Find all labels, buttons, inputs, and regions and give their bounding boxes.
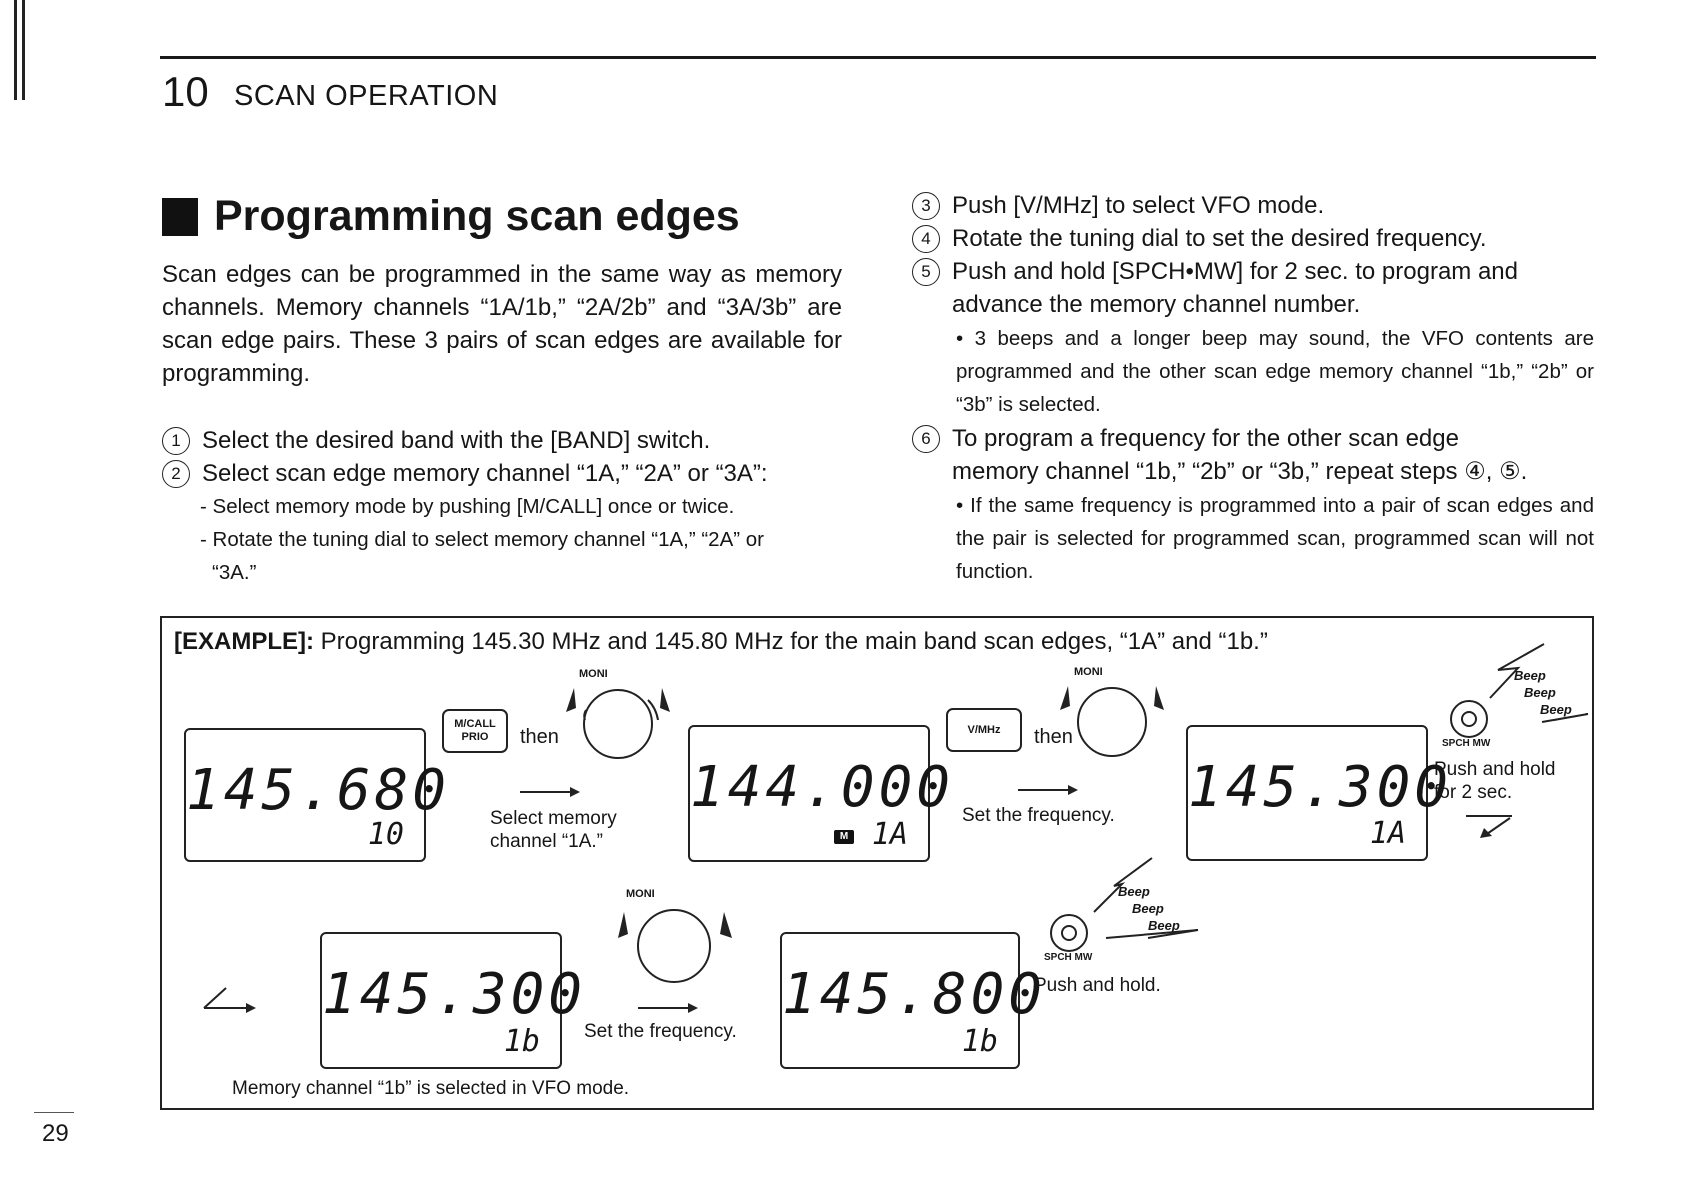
example-label: [EXAMPLE]: [174,628,314,655]
beep-text: Beep [1132,901,1164,916]
key-label: PRIO [461,731,489,743]
memory-mode-icon: M [834,830,854,844]
step-text: Push and hold [SPCH•MW] for 2 sec. to program and [952,258,1518,285]
step-number: 3 [912,192,940,220]
step-4 [912,222,1487,255]
moni-label: MONI [579,668,608,680]
mcall-prio-key[interactable] [442,709,508,753]
step-text: To program a frequency for the other scan edge [952,425,1459,452]
lcd-frequency: 145.680 [186,758,451,823]
lcd-display-1 [184,728,451,862]
chapter-number: 10 [162,68,209,115]
arrow-return-icon [200,986,256,1016]
lcd-frequency: 145.300 [322,962,587,1027]
example-description: Programming 145.30 MHz and 145.80 MHz for the main band scan edges, “1A” and “1b.” [320,628,1268,655]
then-label: then [520,726,559,748]
step-2-sub-1: - Select memory mode by pushing [M/CALL] once or twice. [200,495,735,518]
arrow-down-left-icon [1466,812,1516,840]
step-1 [162,424,710,457]
lcd-display-3 [1186,725,1453,861]
step-2-sub-2b: “3A.” [212,561,257,584]
lcd-display-5 [780,932,1047,1069]
step-5 [912,255,1518,288]
moni-label: MONI [1074,666,1103,678]
section-title-text: Programming scan edges [214,192,740,240]
caption-push-hold-2s: Push and hold for 2 sec. [1434,759,1556,803]
section-square-icon [162,198,198,236]
step-text: Select the desired band with the [BAND] switch. [202,427,711,454]
caption-vfo-mode: Memory channel “1b” is selected in VFO mode. [232,1078,630,1099]
step-5-bullet: • 3 beeps and a longer beep may sound, the VFO contents are programmed and the other scan edge memory channel “1b,” “2b” or “3b” is selected. [956,327,1594,416]
arrow-right-icon [638,1002,698,1014]
lcd-channel: 1A [1369,816,1406,851]
tuning-dial-icon[interactable] [562,680,672,770]
tuning-dial-icon[interactable] [612,898,742,998]
caption-select-memory: Select memory channel “1A.” [490,808,617,852]
step-number: 2 [162,460,190,488]
intro-paragraph: Scan edges can be programmed in the same way as memory channels. Memory channels “1A/1b,” “2A/2b” and “3A/3b” are scan edge pairs. These 3 pairs of scan edges are available for programming. [162,261,842,387]
lcd-frequency: 144.000 [690,755,955,820]
beep-text: Beep [1148,918,1180,933]
spch-mw-label: SPCH MW [1044,952,1093,963]
step-text: Push [V/MHz] to select VFO mode. [952,192,1325,219]
lcd-frequency: 145.800 [782,962,1047,1027]
lcd-frequency: 145.300 [1188,755,1453,820]
step-2 [162,457,768,490]
step-number: 5 [912,258,940,286]
step-3 [912,189,1324,222]
caption-push-hold: Push and hold. [1034,975,1161,996]
lcd-display-2 [688,725,955,862]
section-title [162,192,740,241]
step-text: Rotate the tuning dial to set the desired frequency. [952,225,1487,252]
binder-mark [22,0,25,100]
spch-mw-button-icon[interactable] [1448,698,1490,740]
header-rule [160,56,1596,59]
beep-text: Beep [1118,884,1150,899]
step-2-sub-2: - Rotate the tuning dial to select memory channel “1A,” “2A” or [200,528,765,551]
step-6-continued: memory channel “1b,” “2b” or “3b,” repeat steps ④, ⑤. [952,458,1528,485]
lcd-channel: 1A [871,817,908,852]
step-number: 6 [912,425,940,453]
example-heading [174,628,1268,656]
beep-text: Beep [1540,702,1572,717]
lcd-channel: 1b [961,1024,998,1059]
page-number-rule [34,1112,74,1113]
vmhz-key[interactable] [946,708,1022,752]
binder-mark [14,0,17,100]
lcd-display-4 [320,932,587,1069]
step-6 [912,422,1459,455]
key-label: M/CALL [454,718,496,730]
beep-text: Beep [1514,668,1546,683]
caption-set-frequency: Set the frequency. [584,1021,737,1042]
then-label: then [1034,726,1073,748]
key-label: V/MHz [967,723,1001,736]
step-number: 1 [162,427,190,455]
tuning-dial-icon[interactable] [1056,678,1166,768]
arrow-right-icon [1018,784,1078,796]
step-6-bullet: • If the same frequency is programmed into a pair of scan edges and the pair is selected for programmed scan, programmed scan will not function. [956,494,1594,583]
moni-label: MONI [626,888,655,900]
lcd-channel: 10 [367,817,404,852]
page-number: 29 [42,1120,69,1147]
caption-set-frequency: Set the frequency. [962,805,1115,826]
spch-mw-button-icon[interactable] [1048,912,1090,954]
beep-text: Beep [1524,685,1556,700]
step-text: Select scan edge memory channel “1A,” “2A” or “3A”: [202,460,768,487]
step-5-continued: advance the memory channel number. [952,291,1361,318]
arrow-right-icon [520,786,580,798]
spch-mw-label: SPCH MW [1442,738,1491,749]
lcd-channel: 1b [503,1024,540,1059]
step-number: 4 [912,225,940,253]
chapter-title: SCAN OPERATION [234,80,499,112]
